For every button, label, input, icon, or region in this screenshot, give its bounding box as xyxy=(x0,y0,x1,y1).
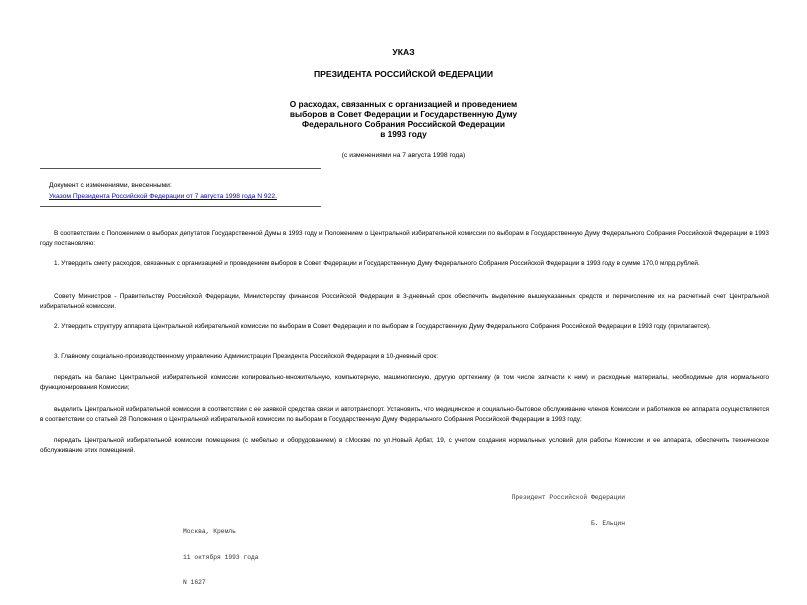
paragraph-1: 1. Утвердить смету расходов, связанных с организацией и проведением выборов в Совет Федерации и Государственную Думу Федерального Собрания Российской Федерации в 1993 году в сумме 170,0 млрд.рублей. xyxy=(54,260,700,267)
issuer-heading: ПРЕЗИДЕНТА РОССИЙСКОЙ ФЕДЕРАЦИИ xyxy=(313,69,494,79)
paragraph-2: 2. Утвердить структуру аппарата Центральной избирательной комиссии по выборам в Совет Федерации и по выборам в Государственную Думу Федерального Собрания Российской Федерации в 1993 году (прилагается). xyxy=(54,323,711,330)
document-changes-note xyxy=(49,180,277,202)
paragraph-3-transport: выделить Центральной избирательной комиссии в соответствии с ее заявкой средства связи и автотранспорт. Установить, что медицинское и социально-бытовое обслуживание членов Комиссии и работников ее аппарата осуществляется в соответствии со статьей 28 Положения о Центральной избирательной комиссии по выборам в Государственную Думу Федерального Собрания Российской Федерации в 1993 году; xyxy=(40,406,769,423)
title-line: О расходах, связанных с организацией и проведением xyxy=(289,99,518,109)
decree-heading: УКАЗ xyxy=(392,47,415,57)
signing-date: 11 октября 1993 года xyxy=(183,553,259,561)
signature-block xyxy=(470,477,625,545)
divider-bottom xyxy=(40,206,321,207)
paragraph-3-balance: передать на баланс Центральной избирательной комиссии копировально-множительную, компьютерную, машинописную, другую оргтехнику (в том числе запчасти к ним) и расходные материалы, необходимые для нормального функционирования Комиссии; xyxy=(40,374,769,391)
signatory-position: Президент Российской Федерации xyxy=(511,494,625,501)
divider-top xyxy=(40,168,321,169)
title-line: выборов в Совет Федерации и Государственную Думу xyxy=(289,109,518,119)
paragraph-preamble: В соответствии с Положением о выборах депутатов Государственной Думы в 1993 году и Положением о Центральной избирательной комиссии по выборам в Государственную Думу Федерального Собрания Российской Федерации в 1993 году постановляю: xyxy=(40,230,769,247)
paragraph-1-funding: Совету Министров - Правительству Российской Федерации, Министерству финансов Российской Федерации в 3-дневный срок обеспечить выделение вышеуказанных средств и перечисление их на расчетный счет Центральной избирательной комиссии. xyxy=(40,293,769,310)
signatory-name: Б. Ельцин xyxy=(590,519,625,527)
edits-note: (с изменениями на 7 августа 1998 года) xyxy=(341,152,466,159)
changes-label: Документ с изменениями, внесенными: xyxy=(49,182,172,189)
paragraph-3: 3. Главному социально-производственному управлению Администрации Президента Российской Федерации в 10-дневный срок: xyxy=(54,353,438,360)
paragraph-3-premises: передать Центральной избирательной комиссии помещения (с мебелью и оборудованием) в г.Москве по ул.Новый Арбат, 19, с учетом создания нормальных условий для работы Комиссии и ее аппарата, обеспечить техническое обслуживание этих помещений. xyxy=(40,437,769,454)
decree-number: N 1627 xyxy=(183,579,206,586)
title-line: Федерального Собрания Российской Федерации xyxy=(302,119,505,129)
amending-decree-link[interactable]: Указом Президента Российской Федерации от 7 августа 1998 года N 922. xyxy=(49,193,277,200)
document-title xyxy=(0,99,807,139)
place-date-block xyxy=(183,511,259,605)
title-line: в 1993 году xyxy=(380,129,427,139)
signing-place: Москва, Кремль xyxy=(183,528,236,535)
